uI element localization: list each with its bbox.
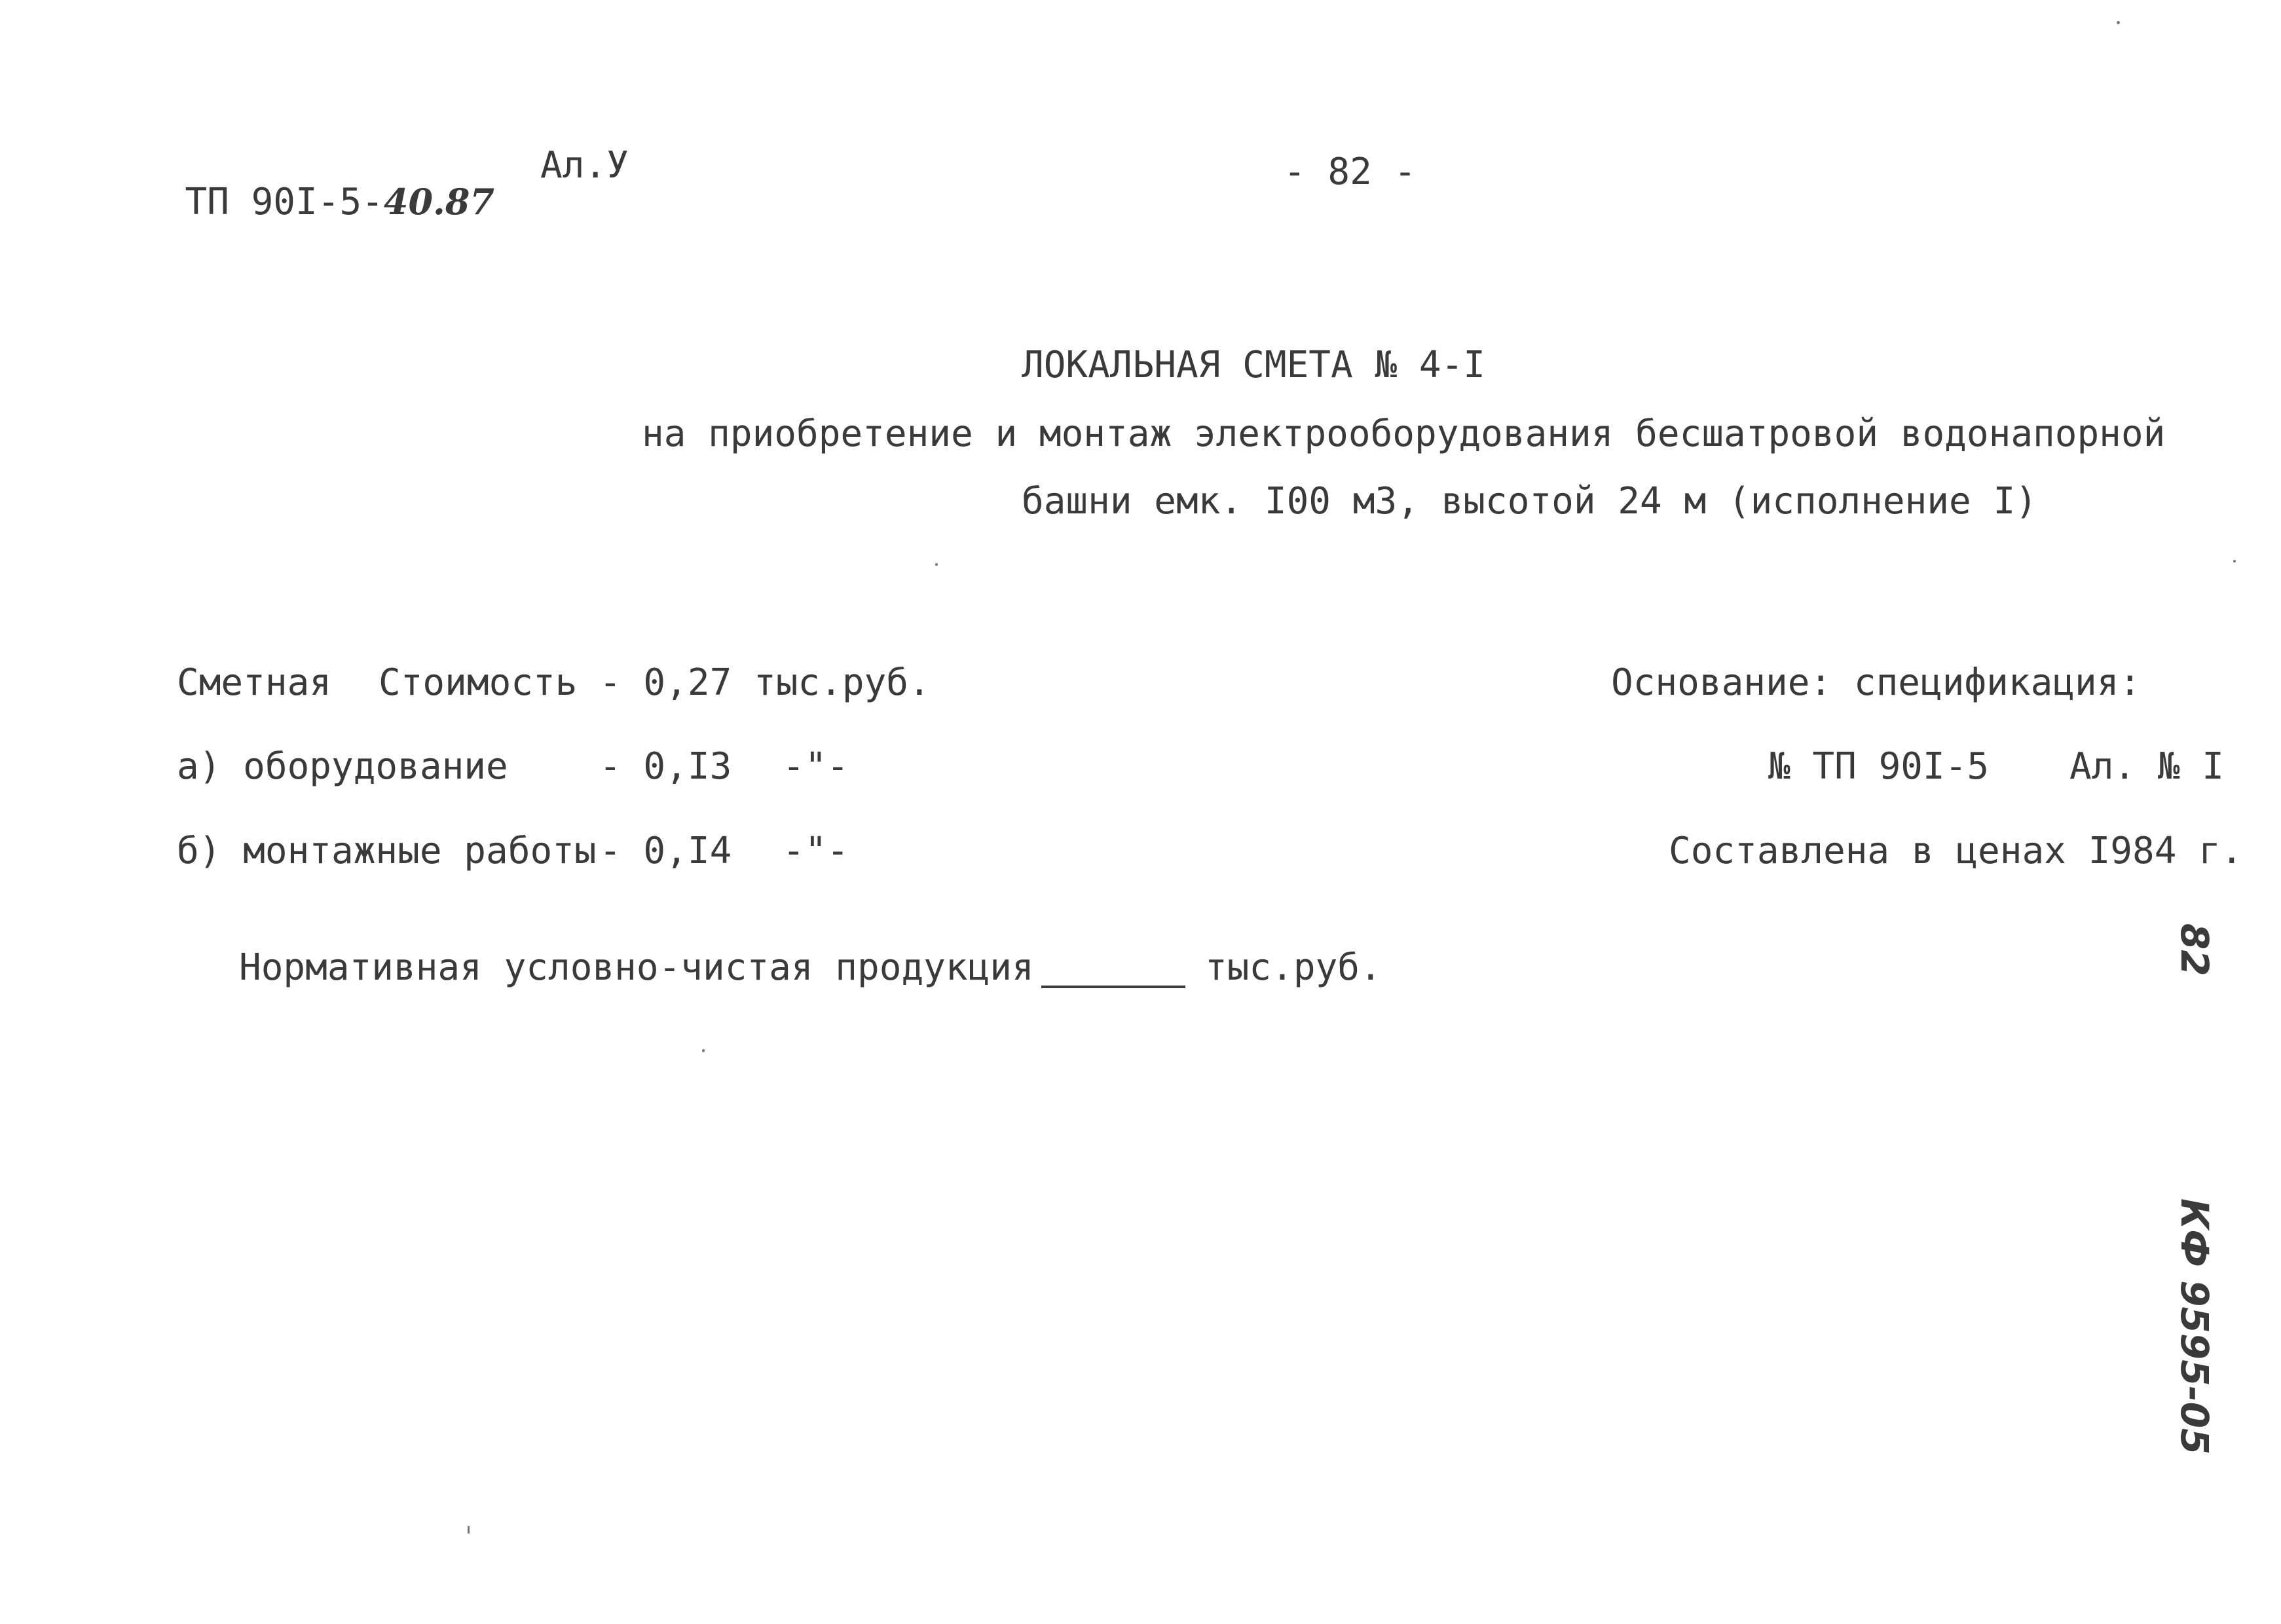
- installation-label: б) монтажные работы: [177, 830, 597, 872]
- estimate-title: ЛОКАЛЬНАЯ СМЕТА № 4-I: [1022, 344, 1486, 386]
- scan-speck: [2117, 21, 2120, 24]
- equipment-value: - 0,I3: [599, 745, 732, 788]
- archive-code: КФ 9595-05: [2172, 1198, 2217, 1455]
- spec-number: № ТП 90I-5: [1768, 745, 1990, 788]
- scan-speck: [2233, 560, 2236, 563]
- album-label: Ал.У: [540, 144, 629, 187]
- installation-ditto: -"-: [783, 830, 849, 872]
- document-code: [141, 147, 494, 221]
- normative-label: Нормативная условно-чистая продукция: [239, 946, 1034, 989]
- prices-basis: Составлена в ценах I984 г.: [1669, 830, 2243, 872]
- total-cost-label-2: Стоимость: [379, 661, 578, 704]
- total-cost-label: Сметная: [177, 661, 332, 704]
- normative-value-blank: [1041, 986, 1185, 988]
- document-code-prefix: ТП 90I-5-: [185, 181, 384, 223]
- estimate-subtitle-line1: на приобретение и монтаж электрооборудования бесшатровой водонапорной: [642, 413, 2166, 455]
- scan-speck: [468, 1526, 470, 1534]
- normative-unit: тыс.руб.: [1205, 946, 1382, 989]
- basis-label: Основание: спецификация:: [1611, 661, 2142, 704]
- scan-speck: [935, 563, 938, 566]
- installation-value: - 0,I4: [599, 830, 732, 872]
- document-code-handwritten: 40.87: [383, 181, 494, 223]
- equipment-ditto: -"-: [783, 745, 849, 788]
- total-cost-value: - 0,27 тыс.руб.: [599, 661, 931, 704]
- equipment-label: а) оборудование: [177, 745, 508, 788]
- spec-album: Ал. № I: [2069, 745, 2225, 788]
- page-number: - 82 -: [1284, 151, 1417, 193]
- margin-page-number: 82: [2172, 923, 2217, 976]
- scan-speck: [702, 1049, 705, 1052]
- estimate-subtitle-line2: башни емк. I00 м3, высотой 24 м (исполнение I): [1022, 480, 2037, 523]
